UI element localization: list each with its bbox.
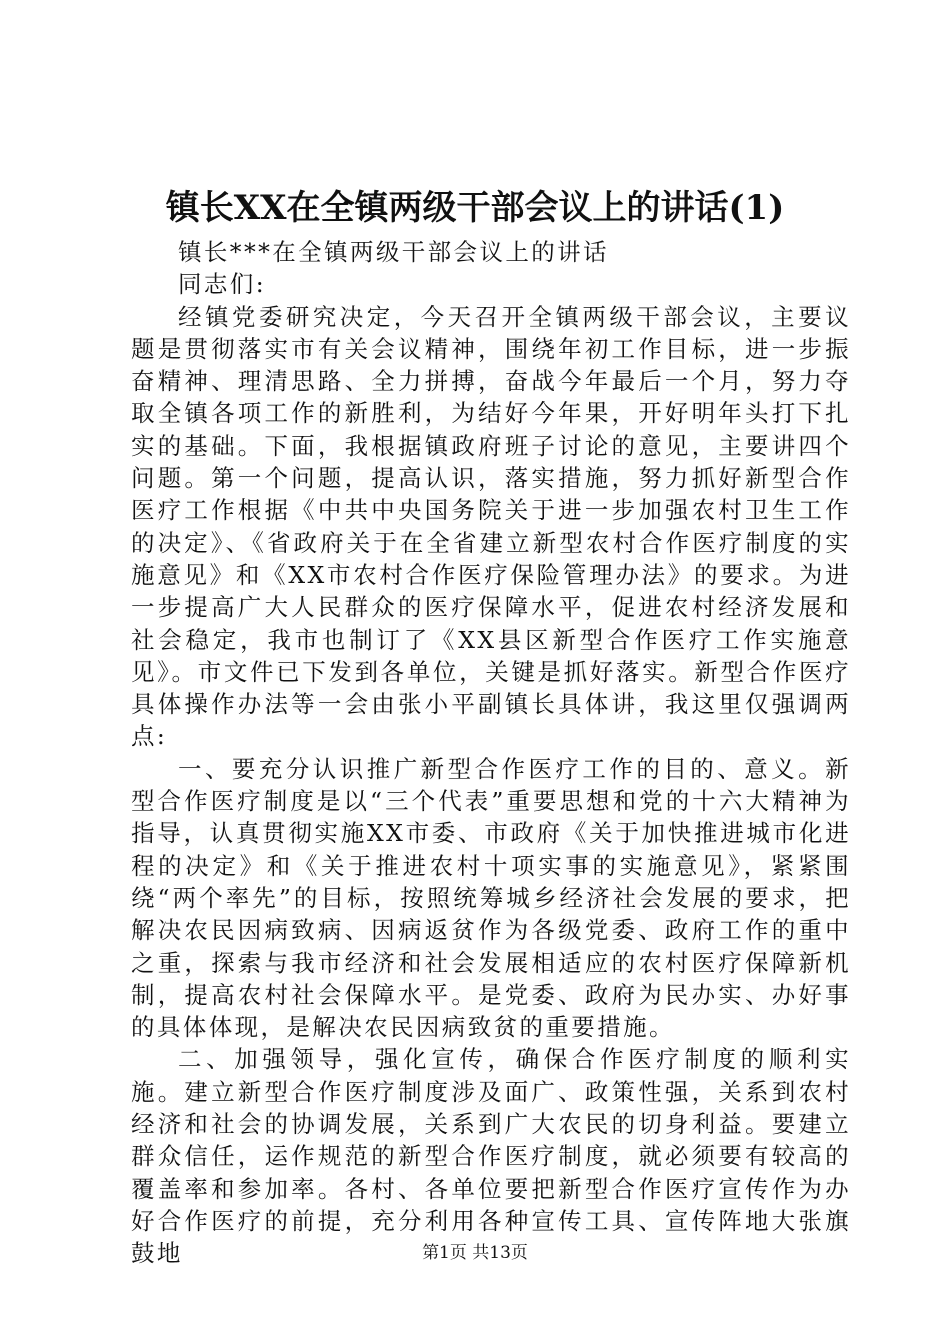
page-footer: 第1页 共13页: [422, 1243, 528, 1263]
paragraph-2: 一、要充分认识推广新型合作医疗工作的目的、意义。新型合作医疗制度是以“三个代表”重要思想和党的十六大精神为指导，认真贯彻实施XX市委、市政府《关于加快推进城市化进程的决定》和《关于推进农村十项实事的实施意见》，紧紧围绕“两个率先”的目标，按照统筹城乡经济社会发展的要求，把解决农民因病致病、因病返贫作为各级党委、政府工作的重中之重，探索与我市经济和社会发展相适应的农村医疗保障新机制，提高农村社会保障水平。是党委、政府为民办实、办好事的具体体现，是解决农民因病致贫的重要措施。: [131, 754, 851, 1042]
document-title: 镇长XX在全镇两级干部会议上的讲话(1): [165, 188, 785, 228]
salutation: 同志们:: [178, 270, 267, 299]
document-subtitle: 镇长***在全镇两级干部会议上的讲话: [178, 238, 609, 266]
document-body: [131, 236, 851, 1270]
paragraph-3: 二、加强领导，强化宣传，确保合作医疗制度的顺利实施。建立新型合作医疗制度涉及面广、政策性强，关系到农村经济和社会的协调发展，关系到广大农民的切身利益。要建立群众信任，运作规范的新型合作医疗制度，就必须要有较高的覆盖率和参加率。各村、各单位要把新型合作医疗宣传作为办好合作医疗的前提，充分利用各种宣传工具、宣传阵地大张旗鼓地: [131, 1045, 851, 1268]
paragraph-1: 经镇党委研究决定，今天召开全镇两级干部会议，主要议题是贯彻落实市有关会议精神，围绕年初工作目标，进一步振奋精神、理清思路、全力拼搏，奋战今年最后一个月，努力夺取全镇各项工作的新胜利，为结好今年果，开好明年头打下扎实的基础。下面，我根据镇政府班子讨论的意见，主要讲四个问题。第一个问题，提高认识，落实措施，努力抓好新型合作医疗工作根据《中共中央国务院关于进一步加强农村卫生工作的决定》、《省政府关于在全省建立新型农村合作医疗制度的实施意见》和《XX市农村合作医疗保险管理办法》的要求。为进一步提高广大人民群众的医疗保障水平，促进农村经济发展和社会稳定，我市也制订了《XX县区新型合作医疗工作实施意见》。市文件已下发到各单位，关键是抓好落实。新型合作医疗具体操作办法等一会由张小平副镇长具体讲，我这里仅强调两点:: [131, 302, 851, 751]
